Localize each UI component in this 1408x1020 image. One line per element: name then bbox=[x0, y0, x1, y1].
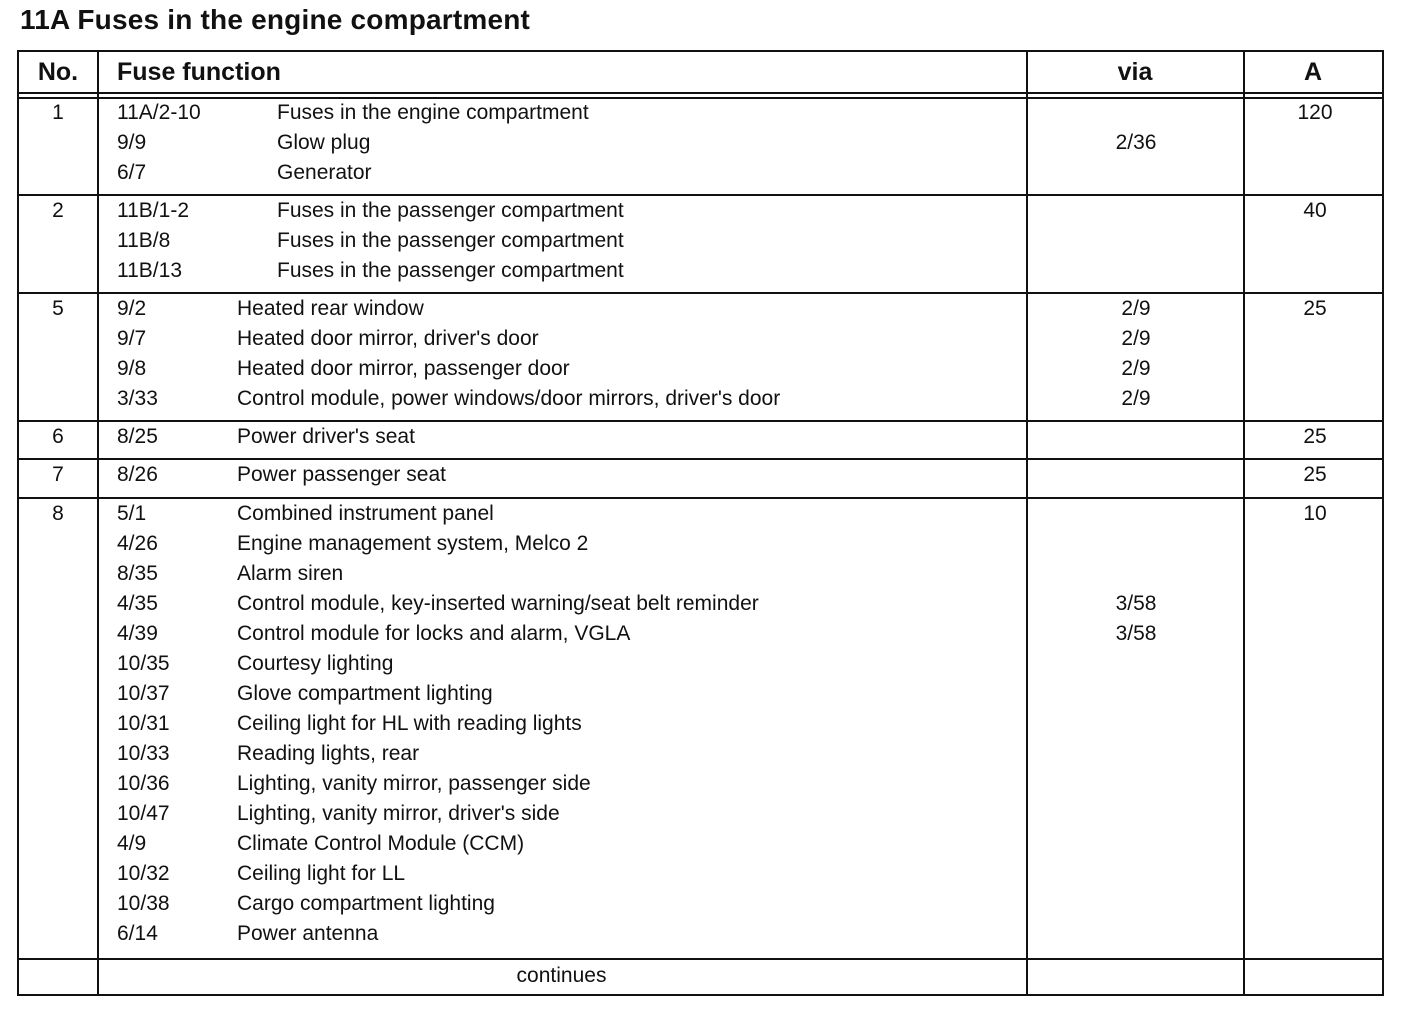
component-description: Ceiling light for LL bbox=[237, 862, 406, 885]
component-code: 10/31 bbox=[117, 712, 170, 735]
component-description: Fuses in the passenger compartment bbox=[277, 259, 624, 282]
row-divider bbox=[19, 194, 1382, 196]
component-code: 8/26 bbox=[117, 463, 158, 486]
component-code: 4/35 bbox=[117, 592, 158, 615]
component-description: Heated door mirror, driver's door bbox=[237, 327, 539, 350]
page-title: 11A Fuses in the engine compartment bbox=[20, 4, 531, 35]
via-reference: 2/9 bbox=[1121, 357, 1151, 380]
fuse-amperage: 120 bbox=[1297, 101, 1333, 124]
component-code: 11B/8 bbox=[117, 229, 171, 252]
component-code: 4/9 bbox=[117, 832, 147, 855]
component-code: 11B/13 bbox=[117, 259, 182, 282]
component-code: 10/47 bbox=[117, 802, 170, 825]
header-via: via bbox=[1117, 58, 1153, 86]
component-code: 9/2 bbox=[117, 297, 147, 320]
component-code: 11B/1-2 bbox=[117, 199, 189, 222]
fuse-amperage: 10 bbox=[1303, 502, 1327, 525]
component-description: Heated door mirror, passenger door bbox=[237, 357, 570, 380]
fuse-amperage: 25 bbox=[1303, 297, 1327, 320]
component-description: Fuses in the passenger compartment bbox=[277, 199, 624, 222]
component-description: Lighting, vanity mirror, passenger side bbox=[237, 772, 591, 795]
fuse-number: 5 bbox=[52, 297, 64, 320]
component-description: Control module for locks and alarm, VGLA bbox=[237, 622, 631, 645]
row-divider bbox=[19, 458, 1382, 460]
component-code: 6/14 bbox=[117, 922, 158, 945]
fuse-number: 1 bbox=[52, 101, 64, 124]
fuse-amperage: 40 bbox=[1303, 199, 1327, 222]
component-description: Control module, power windows/door mirrors, driver's door bbox=[237, 387, 781, 410]
component-code: 3/33 bbox=[117, 387, 158, 410]
component-description: Courtesy lighting bbox=[237, 652, 394, 675]
component-code: 4/26 bbox=[117, 532, 158, 555]
component-code: 9/7 bbox=[117, 327, 147, 350]
component-code: 8/25 bbox=[117, 425, 158, 448]
via-reference: 2/9 bbox=[1121, 387, 1151, 410]
component-description: Heated rear window bbox=[237, 297, 424, 320]
row-divider bbox=[19, 420, 1382, 422]
component-description: Alarm siren bbox=[237, 562, 344, 585]
component-code: 10/35 bbox=[117, 652, 170, 675]
fuse-number: 2 bbox=[52, 199, 64, 222]
component-description: Power antenna bbox=[237, 922, 379, 945]
fuse-number: 6 bbox=[52, 425, 64, 448]
continues-label: continues bbox=[516, 964, 607, 987]
component-description: Engine management system, Melco 2 bbox=[237, 532, 589, 555]
component-description: Generator bbox=[277, 161, 372, 184]
component-code: 11A/2-10 bbox=[117, 101, 201, 124]
component-code: 5/1 bbox=[117, 502, 147, 525]
component-description: Power driver's seat bbox=[237, 425, 415, 448]
via-reference: 2/36 bbox=[1115, 131, 1157, 154]
component-description: Glove compartment lighting bbox=[237, 682, 493, 705]
component-description: Control module, key-inserted warning/seat belt reminder bbox=[237, 592, 759, 615]
header-rule bbox=[19, 97, 1382, 99]
component-code: 10/32 bbox=[117, 862, 170, 885]
via-reference: 2/9 bbox=[1121, 327, 1151, 350]
component-code: 10/36 bbox=[117, 772, 170, 795]
via-reference: 3/58 bbox=[1115, 622, 1157, 645]
component-description: Lighting, vanity mirror, driver's side bbox=[237, 802, 560, 825]
component-code: 10/38 bbox=[117, 892, 170, 915]
fuse-table bbox=[17, 50, 1384, 996]
component-description: Power passenger seat bbox=[237, 463, 446, 486]
component-description: Ceiling light for HL with reading lights bbox=[237, 712, 582, 735]
row-divider bbox=[19, 497, 1382, 499]
component-code: 10/33 bbox=[117, 742, 170, 765]
component-description: Fuses in the passenger compartment bbox=[277, 229, 624, 252]
footer-rule bbox=[19, 958, 1382, 960]
component-description: Cargo compartment lighting bbox=[237, 892, 495, 915]
via-reference: 2/9 bbox=[1121, 297, 1151, 320]
component-description: Reading lights, rear bbox=[237, 742, 420, 765]
header-no: No. bbox=[37, 58, 79, 86]
fuse-amperage: 25 bbox=[1303, 463, 1327, 486]
header-amp: A bbox=[1303, 58, 1323, 86]
fuse-number: 8 bbox=[52, 502, 64, 525]
fuse-number: 7 bbox=[52, 463, 64, 486]
component-description: Fuses in the engine compartment bbox=[277, 101, 589, 124]
header-rule bbox=[19, 92, 1382, 94]
component-code: 10/37 bbox=[117, 682, 170, 705]
component-code: 9/8 bbox=[117, 357, 147, 380]
via-reference: 3/58 bbox=[1115, 592, 1157, 615]
component-code: 9/9 bbox=[117, 131, 147, 154]
fuse-amperage: 25 bbox=[1303, 425, 1327, 448]
component-code: 4/39 bbox=[117, 622, 158, 645]
header-function: Fuse function bbox=[117, 58, 281, 86]
component-description: Glow plug bbox=[277, 131, 371, 154]
component-code: 6/7 bbox=[117, 161, 147, 184]
component-description: Combined instrument panel bbox=[237, 502, 494, 525]
component-description: Climate Control Module (CCM) bbox=[237, 832, 525, 855]
component-code: 8/35 bbox=[117, 562, 158, 585]
